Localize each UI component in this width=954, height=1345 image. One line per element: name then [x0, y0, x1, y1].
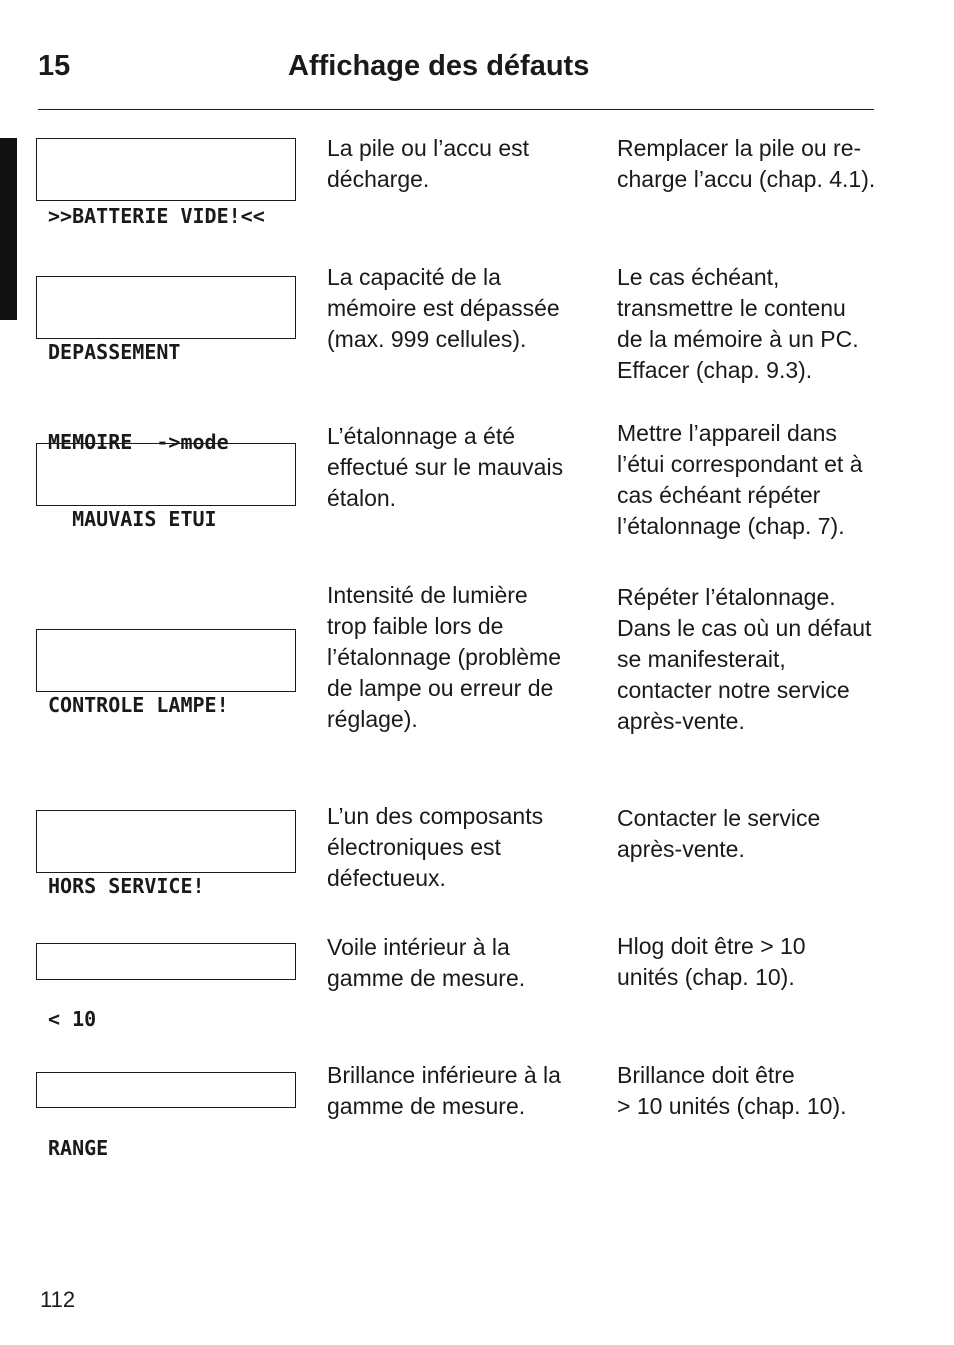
lcd-line-1: CONTROLE LAMPE! [48, 693, 229, 717]
lcd-line-1: MAUVAIS ETUI [48, 507, 217, 531]
lcd-line-1: < 10 [48, 1007, 97, 1031]
lcd-display-range [36, 1072, 296, 1160]
lcd-line-1: HORS SERVICE! [48, 874, 205, 898]
lcd-display-batterie [36, 138, 296, 228]
cause-text: Brillance inférieure à la gamme de mesure. [327, 1062, 561, 1119]
lcd-line-2: MEMOIRE ->mode [48, 430, 229, 454]
lcd-display-lampe [36, 629, 296, 717]
cause-text: Intensité de lumière trop faible lors de l’étalonnage (problème de lampe ou erreur de réglage). [327, 582, 561, 732]
section-tab-marker [0, 138, 17, 320]
lcd-display-less-10 [36, 943, 296, 1031]
chapter-number: 15 [38, 50, 71, 82]
remedy-text: Mettre l’appareil dans l’étui correspondant et à cas échéant répéter l’étalonnage (chap. 7). [617, 420, 863, 539]
lcd-line-1: >>BATTERIE VIDE!<< [48, 204, 265, 228]
remedy-text: Répéter l’étalonnage. Dans le cas où un défaut se manifesterait, contacter notre service après-vente. [617, 584, 872, 734]
cause-text: La pile ou l’accu est décharge. [327, 135, 530, 192]
cause-text: La capacité de la mémoire est dépassée (max. 999 cellules). [327, 264, 560, 352]
remedy-text: Brillance doit être > 10 unités (chap. 10). [617, 1062, 847, 1119]
cause-text: Voile intérieur à la gamme de mesure. [327, 934, 526, 991]
lcd-line-1: RANGE [48, 1136, 109, 1160]
remedy-text: Hlog doit être > 10 unités (chap. 10). [617, 933, 806, 990]
header-rule [38, 109, 874, 110]
cause-text: L’étalonnage a été effectué sur le mauvais étalon. [327, 423, 564, 511]
lcd-display-service [36, 810, 296, 898]
lcd-display-memoire [36, 276, 296, 454]
page-number: 112 [40, 1287, 76, 1312]
remedy-text: Le cas échéant, transmettre le contenu de la mémoire à un PC. Effacer (chap. 9.3). [617, 264, 859, 383]
chapter-title: Affichage des défauts [288, 50, 590, 82]
remedy-text: Remplacer la pile ou re- charge l’accu (chap. 4.1). [617, 135, 876, 192]
remedy-text: Contacter le service après-vente. [617, 805, 821, 862]
lcd-line-1: DEPASSEMENT [48, 340, 181, 364]
lcd-display-etui [36, 443, 296, 531]
cause-text: L’un des composants électroniques est défectueux. [327, 803, 544, 891]
